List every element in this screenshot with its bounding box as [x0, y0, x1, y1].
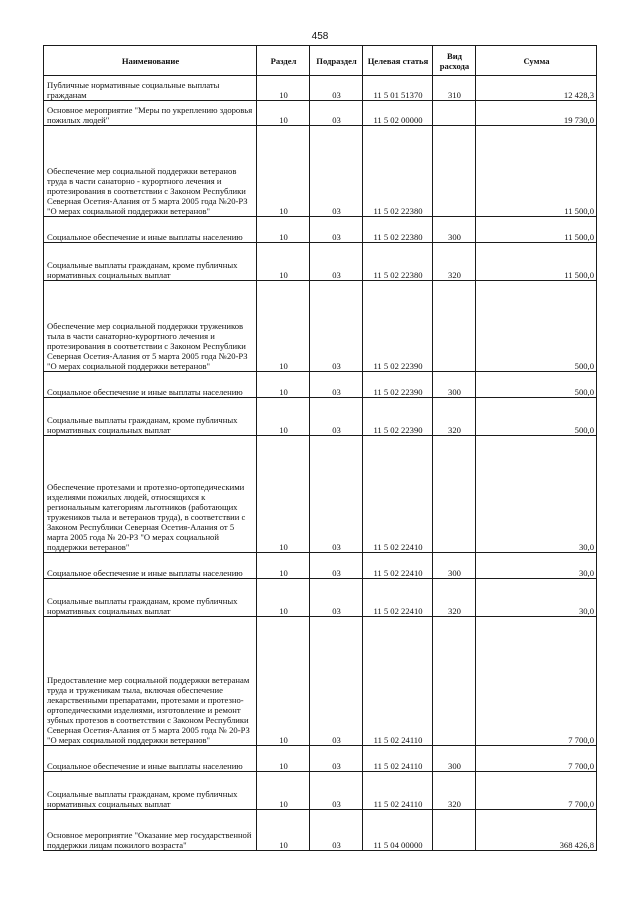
table-row — [44, 281, 597, 372]
row-name: Социальные выплаты гражданам, кроме публичных нормативных социальных выплат — [44, 398, 257, 436]
row-target: 11 5 02 22380 — [363, 217, 433, 243]
table-row — [44, 746, 597, 772]
row-target: 11 5 02 24110 — [363, 772, 433, 810]
table-row — [44, 772, 597, 810]
row-name: Социальные выплаты гражданам, кроме публичных нормативных социальных выплат — [44, 579, 257, 617]
row-expense — [433, 436, 476, 553]
row-subsection: 03 — [310, 772, 363, 810]
table-row — [44, 126, 597, 217]
table-header-row — [44, 46, 597, 76]
row-name: Обеспечение мер социальной поддержки ветеранов труда в части санаторно - курортного лечения и протезирования в соответствии с Законом Республики Северная Осетия-Алания от 5 марта 2005 года №20-РЗ "О мерах социальной поддержки ветеранов" — [44, 126, 257, 217]
row-expense: 320 — [433, 772, 476, 810]
row-sum: 30,0 — [476, 553, 597, 579]
row-subsection: 03 — [310, 243, 363, 281]
row-target: 11 5 02 24110 — [363, 617, 433, 746]
column-header-section: Раздел — [257, 46, 310, 76]
row-name: Публичные нормативные социальные выплаты гражданам — [44, 76, 257, 101]
row-subsection: 03 — [310, 398, 363, 436]
row-expense — [433, 617, 476, 746]
row-target: 11 5 02 00000 — [363, 101, 433, 126]
row-name: Социальные выплаты гражданам, кроме публичных нормативных социальных выплат — [44, 772, 257, 810]
row-name: Социальное обеспечение и иные выплаты населению — [44, 746, 257, 772]
row-name: Обеспечение протезами и протезно-ортопедическими изделиями пожилых людей, относящихся к региональным категориям льготников (работающих тружеников тыла и ветеранов труда), в соответствии с Законом Республики Северная Осетия-Алания от 5 марта 2005 года № 20-РЗ "О мерах социальной поддержки ветеранов" — [44, 436, 257, 553]
table-row — [44, 372, 597, 398]
row-expense: 300 — [433, 746, 476, 772]
row-name: Основное мероприятие "Меры по укреплению здоровья пожилых людей" — [44, 101, 257, 126]
row-expense — [433, 126, 476, 217]
row-target: 11 5 02 22380 — [363, 243, 433, 281]
table-row — [44, 810, 597, 851]
table-row — [44, 398, 597, 436]
row-target: 11 5 02 24110 — [363, 746, 433, 772]
row-target: 11 5 04 00000 — [363, 810, 433, 851]
row-target: 11 5 02 22390 — [363, 372, 433, 398]
row-subsection: 03 — [310, 101, 363, 126]
row-subsection: 03 — [310, 126, 363, 217]
row-sum: 7 700,0 — [476, 746, 597, 772]
row-section: 10 — [257, 436, 310, 553]
column-header-subsection: Подраздел — [310, 46, 363, 76]
table-row — [44, 76, 597, 101]
row-expense: 320 — [433, 398, 476, 436]
row-subsection: 03 — [310, 617, 363, 746]
table-row — [44, 436, 597, 553]
row-section: 10 — [257, 217, 310, 243]
row-sum: 30,0 — [476, 436, 597, 553]
row-target: 11 5 02 22380 — [363, 126, 433, 217]
row-sum: 7 700,0 — [476, 617, 597, 746]
row-target: 11 5 02 22390 — [363, 281, 433, 372]
row-expense — [433, 101, 476, 126]
row-sum: 19 730,0 — [476, 101, 597, 126]
row-target: 11 5 01 51370 — [363, 76, 433, 101]
row-section: 10 — [257, 76, 310, 101]
row-subsection: 03 — [310, 76, 363, 101]
row-section: 10 — [257, 746, 310, 772]
row-name: Обеспечение мер социальной поддержки тружеников тыла в части санаторно-курортного лечения и протезирования в соответствии с Законом Республики Северная Осетия-Алания от 5 марта 2005 года №20-РЗ "О мерах социальной поддержки ветеранов" — [44, 281, 257, 372]
row-subsection: 03 — [310, 217, 363, 243]
row-sum: 11 500,0 — [476, 126, 597, 217]
table-row — [44, 579, 597, 617]
row-expense: 300 — [433, 553, 476, 579]
row-expense: 320 — [433, 579, 476, 617]
row-subsection: 03 — [310, 436, 363, 553]
table-row — [44, 101, 597, 126]
row-sum: 500,0 — [476, 398, 597, 436]
row-subsection: 03 — [310, 553, 363, 579]
table-row — [44, 243, 597, 281]
row-expense — [433, 281, 476, 372]
row-sum: 11 500,0 — [476, 217, 597, 243]
row-subsection: 03 — [310, 746, 363, 772]
row-expense: 310 — [433, 76, 476, 101]
row-section: 10 — [257, 553, 310, 579]
row-target: 11 5 02 22410 — [363, 553, 433, 579]
column-header-expense: Вид расхода — [433, 46, 476, 76]
row-sum: 500,0 — [476, 372, 597, 398]
table-row — [44, 217, 597, 243]
row-name: Социальное обеспечение и иные выплаты населению — [44, 553, 257, 579]
row-section: 10 — [257, 810, 310, 851]
column-header-sum: Сумма — [476, 46, 597, 76]
row-name: Предоставление мер социальной поддержки ветеранам труда и труженикам тыла, включая обеспечение лекарственными препаратами, протезами и протезно-ортопедическими изделиями, изготовление и ремонт зубных протезов в соответствии с Законом Республики Северная Осетия-Алания от 5 марта 2005 года № 20-РЗ "О мерах социальной поддержки ветеранов" — [44, 617, 257, 746]
row-expense — [433, 810, 476, 851]
row-section: 10 — [257, 101, 310, 126]
row-subsection: 03 — [310, 810, 363, 851]
row-subsection: 03 — [310, 372, 363, 398]
row-target: 11 5 02 22390 — [363, 398, 433, 436]
column-header-name: Наименование — [44, 46, 257, 76]
row-sum: 368 426,8 — [476, 810, 597, 851]
row-section: 10 — [257, 579, 310, 617]
row-section: 10 — [257, 372, 310, 398]
row-section: 10 — [257, 617, 310, 746]
row-section: 10 — [257, 243, 310, 281]
row-expense: 300 — [433, 217, 476, 243]
row-name: Социальное обеспечение и иные выплаты населению — [44, 372, 257, 398]
row-expense: 320 — [433, 243, 476, 281]
row-target: 11 5 02 22410 — [363, 436, 433, 553]
row-target: 11 5 02 22410 — [363, 579, 433, 617]
row-section: 10 — [257, 772, 310, 810]
row-name: Социальные выплаты гражданам, кроме публичных нормативных социальных выплат — [44, 243, 257, 281]
row-section: 10 — [257, 398, 310, 436]
row-sum: 30,0 — [476, 579, 597, 617]
row-section: 10 — [257, 281, 310, 372]
row-expense: 300 — [433, 372, 476, 398]
row-name: Социальное обеспечение и иные выплаты населению — [44, 217, 257, 243]
column-header-target: Целевая статья — [363, 46, 433, 76]
page-number: 458 — [311, 31, 329, 42]
row-sum: 11 500,0 — [476, 243, 597, 281]
row-sum: 12 428,3 — [476, 76, 597, 101]
table-row — [44, 617, 597, 746]
table-row — [44, 553, 597, 579]
row-sum: 500,0 — [476, 281, 597, 372]
row-sum: 7 700,0 — [476, 772, 597, 810]
row-subsection: 03 — [310, 579, 363, 617]
budget-table — [43, 45, 597, 851]
row-name: Основное мероприятие "Оказание мер государственной поддержки лицам пожилого возраста" — [44, 810, 257, 851]
row-subsection: 03 — [310, 281, 363, 372]
row-section: 10 — [257, 126, 310, 217]
